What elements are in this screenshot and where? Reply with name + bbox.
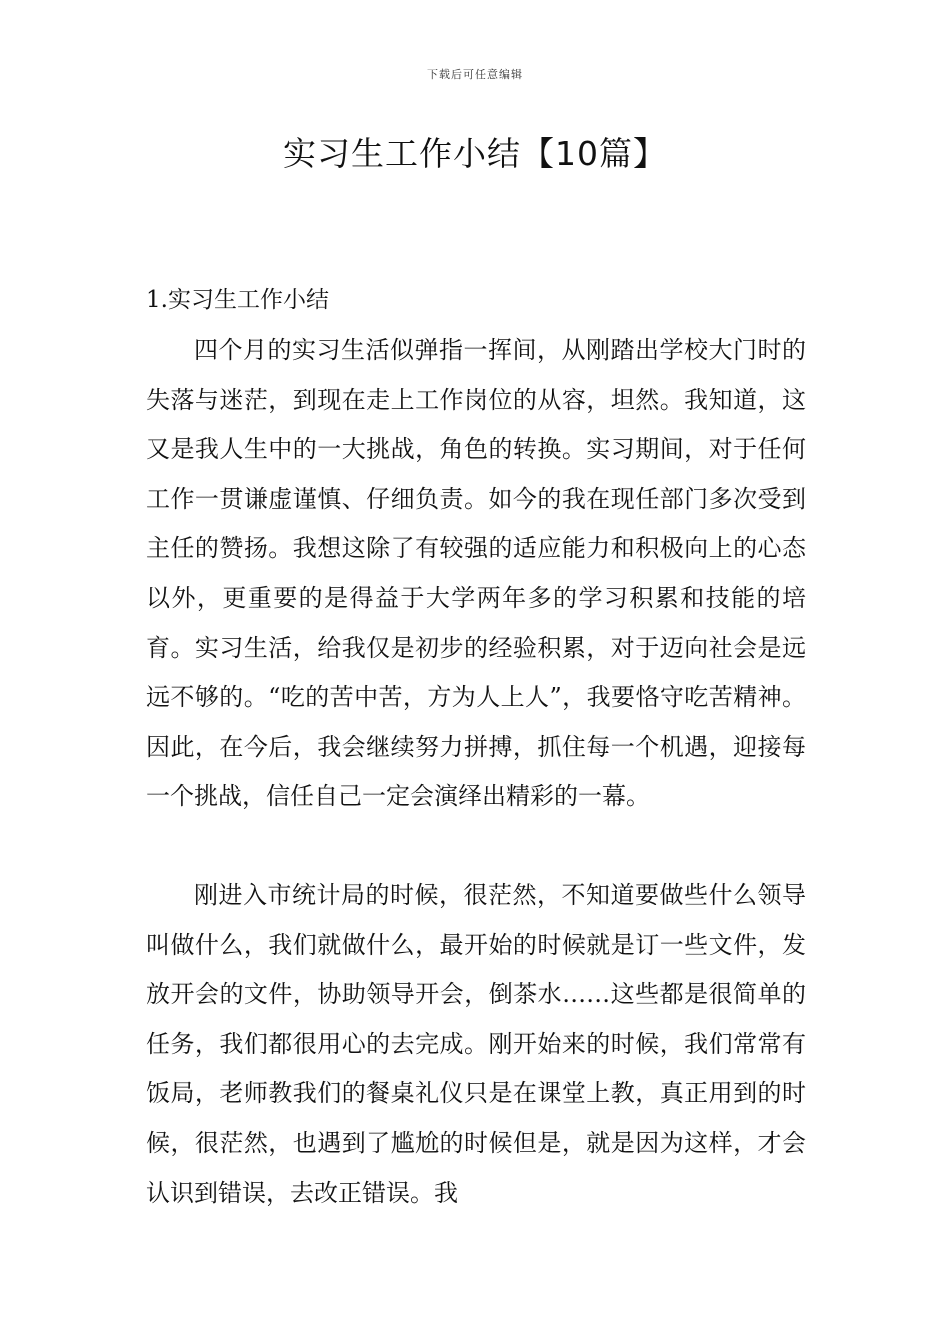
page-title: 实习生工作小结【10篇】 bbox=[283, 134, 667, 173]
body-paragraph: 刚进入市统计局的时候，很茫然，不知道要做些什么领导叫做什么，我们就做什么，最开始的时候就是订一些文件，发放开会的文件，协助领导开会，倒茶水……这些都是很简单的任务，我们都很用心的去完成。刚开始来的时候，我们常常有饭局，老师教我们的餐桌礼仪只是在课堂上教，真正用到的时候，很茫然，也遇到了尴尬的时候但是，就是因为这样，才会认识到错误，去改正错误。我 bbox=[146, 881, 806, 1207]
header-note: 下载后可任意编辑 bbox=[427, 68, 523, 81]
section-heading: 1.实习生工作小结 bbox=[146, 287, 329, 313]
body-paragraph: 四个月的实习生活似弹指一挥间，从刚踏出学校大门时的失落与迷茫，到现在走上工作岗位的从容，坦然。我知道，这又是我人生中的一大挑战，角色的转换。实习期间，对于任何工作一贯谦虚谨慎、仔细负责。如今的我在现任部门多次受到主任的赞扬。我想这除了有较强的适应能力和积极向上的心态以外，更重要的是得益于大学两年多的学习积累和技能的培育。实习生活，给我仅是初步的经验积累，对于迈向社会是远远不够的。“吃的苦中苦，方为人上人”，我要恪守吃苦精神。因此，在今后，我会继续努力拼搏，抓住每一个机遇，迎接每一个挑战，信任自己一定会演绎出精彩的一幕。 bbox=[146, 336, 806, 811]
